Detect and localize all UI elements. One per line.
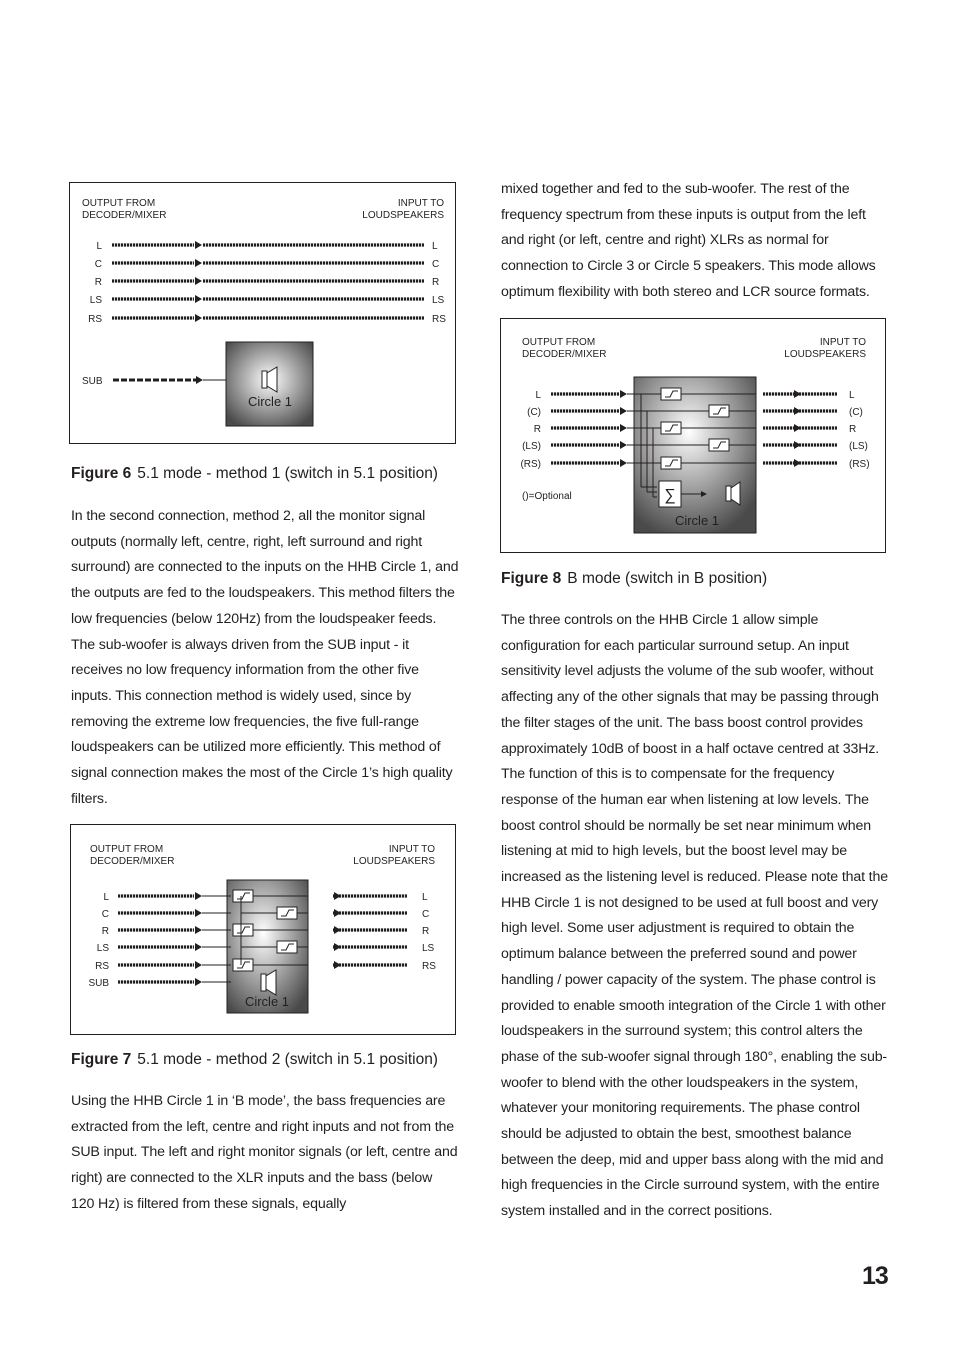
figure-8-diagram <box>500 318 886 553</box>
fig8-out-label-4: (RS) <box>849 459 870 470</box>
filter-icon <box>233 959 253 971</box>
fig8-caption-label: Figure 8 <box>501 570 562 587</box>
fig8-in-label-3: (LS) <box>522 441 541 452</box>
arrow-head <box>195 978 202 986</box>
fig6-in-label-4: RS <box>88 314 102 325</box>
left-para1-text: In the second connection, method 2, all the monitor signal outputs (normally left, centre, right, left surround and right surround) are connected to the inputs on the HHB Circle 1, and the outputs are fed to the loudspeakers. This method filters the low frequencies (below 120Hz) from the loudspeaker feeds. The sub-woofer is always driven from the SUB input - it receives no low frequency information from the other five inputs. This connection method is widely used, since by removing the extreme low frequencies, the five full-range loudspeakers can be utilized more efficiently. This method of signal connection makes the most of the Circle 1’s high quality filters. <box>71 508 459 807</box>
fig8-caption-text: B mode (switch in B position) <box>567 570 768 587</box>
fig8-in-label-4: (RS) <box>520 459 541 470</box>
filter-icon <box>661 388 681 400</box>
fig6-title-right-1: INPUT TO <box>397 198 444 209</box>
fig8-out-label-0: L <box>849 390 855 401</box>
fig6-out-label-4: RS <box>432 314 446 325</box>
arrow-head <box>195 909 202 917</box>
arrow-head <box>195 961 202 969</box>
fig7-in-label-3: LS <box>96 943 109 954</box>
arrow-head <box>794 459 801 467</box>
fig7-title-left-2: DECODER/MIXER <box>90 856 175 867</box>
fig8-out-label-3: (LS) <box>849 441 868 452</box>
fig8-in-label-2: R <box>533 424 541 435</box>
fig7-caption-text: 5.1 mode - method 2 (switch in 5.1 position) <box>137 1051 438 1068</box>
fig7-out-label-0: L <box>422 892 428 903</box>
fig7-out-label-3: LS <box>422 943 435 954</box>
figure-8-svg <box>501 319 887 554</box>
fig6-title-right-2: LOUDSPEAKERS <box>362 210 444 221</box>
left-column-para1 <box>71 504 459 812</box>
figure-7-svg <box>71 825 457 1036</box>
fig6-title-left-2: DECODER/MIXER <box>82 210 167 221</box>
figure-6-caption <box>71 464 438 484</box>
filter-icon <box>233 890 253 902</box>
figure-7-diagram <box>70 824 456 1035</box>
figure-8-caption <box>501 569 767 589</box>
filter-icon <box>277 907 297 919</box>
fig6-sub-label: SUB <box>82 376 103 387</box>
fig8-unit-label: Circle 1 <box>674 513 720 528</box>
filter-icon <box>661 422 681 434</box>
fig6-sub-arrow <box>196 376 203 384</box>
arrow-head <box>195 277 202 285</box>
filter-icon <box>277 941 297 953</box>
right-column-para1 <box>501 177 887 306</box>
arrow-head <box>620 390 627 398</box>
fig6-caption-label: Figure 6 <box>71 465 132 482</box>
right-para2-text: The three controls on the HHB Circle 1 allow simple configuration for each particular surround setup. An input sensitivity level adjusts the volume of the sub woofer, without affecting any of the other signals that may be passing through the filter stages of the unit. The bass boost control provides approximately 10dB of boost in a half octave centred at 33Hz. The function of this is to compensate for the frequency response of the human ear when listening at low levels. The boost control should be normally be set near minimum when listening at mid to high levels, but the boost level may be increased as the listening level is reduced. Please note that the HHB Circle 1 is not designed to be used at full boost and very high level. Some user adjustment is required to obtain the optimum balance between the preferred sound and power handling / power capacity of the system. The phase control is provided to enable smooth integration of the Circle 1 with other loudspeakers in the surround system; this control alters the phase of the sub-woofer signal through 180°, enabling the sub-woofer to blend with the other loudspeakers in the system, whatever your monitoring requirements. The phase control should be adjusted to obtain the best, smoothest balance between the deep, mid and upper bass along with the mid and high frequencies in the Circle surround system, with the entire system installed and in the correct positions. <box>501 612 888 1220</box>
filter-icon <box>233 924 253 936</box>
fig8-title-left-2: DECODER/MIXER <box>522 349 607 360</box>
sigma-icon: ∑ <box>664 487 676 504</box>
fig7-in-label-0: L <box>103 892 109 903</box>
filter-icon <box>661 457 681 469</box>
arrow-head <box>334 943 341 951</box>
page-number: 13 <box>862 1262 888 1290</box>
fig7-out-label-2: R <box>422 926 430 937</box>
fig8-in-label-0: L <box>535 390 541 401</box>
fig6-in-label-2: R <box>94 277 102 288</box>
arrow-head <box>195 926 202 934</box>
fig7-out-label-4: RS <box>422 961 436 972</box>
arrow-head <box>334 961 341 969</box>
fig7-title-right-2: LOUDSPEAKERS <box>353 856 435 867</box>
fig7-in-label-4: RS <box>95 961 109 972</box>
arrow-head <box>195 892 202 900</box>
arrow-head <box>620 441 627 449</box>
fig7-out-label-1: C <box>422 909 430 920</box>
filter-icon <box>709 439 729 451</box>
fig8-optional-note: ()=Optional <box>522 491 572 502</box>
arrow-head <box>620 407 627 415</box>
arrow-head <box>334 926 341 934</box>
fig6-out-label-1: C <box>432 259 440 270</box>
fig7-in-label-5: SUB <box>88 978 109 989</box>
fig7-caption-label: Figure 7 <box>71 1051 132 1068</box>
arrow-head <box>620 424 627 432</box>
fig6-in-label-0: L <box>96 241 102 252</box>
arrow-head <box>794 424 801 432</box>
figure-6-diagram <box>69 182 456 444</box>
left-para2-text: Using the HHB Circle 1 in ‘B mode’, the bass frequencies are extracted from the left, centre and right inputs and not from the SUB input. The left and right monitor signals (or left, centre and right) are connected to the XLR inputs and the bass (below 120 Hz) is filtered from these signals, equally <box>71 1093 458 1212</box>
arrow-head <box>334 892 341 900</box>
fig7-title-right-1: INPUT TO <box>388 844 435 855</box>
fig8-title-right-2: LOUDSPEAKERS <box>784 349 866 360</box>
fig7-title-left-1: OUTPUT FROM <box>90 844 164 855</box>
arrow-head <box>334 909 341 917</box>
fig7-unit-label: Circle 1 <box>244 994 290 1009</box>
fig8-out-label-1: (C) <box>849 407 863 418</box>
fig8-in-label-1: (C) <box>527 407 541 418</box>
arrow-head <box>195 241 202 249</box>
fig7-in-label-1: C <box>101 909 109 920</box>
fig7-in-label-2: R <box>101 926 109 937</box>
figure-6-svg <box>70 183 457 445</box>
fig8-out-label-2: R <box>849 424 857 435</box>
fig6-title-left-1: OUTPUT FROM <box>82 198 156 209</box>
arrow-head <box>794 390 801 398</box>
arrow-head <box>195 295 202 303</box>
fig6-in-label-3: LS <box>89 295 102 306</box>
right-column-para2 <box>501 608 889 1225</box>
arrow-head <box>794 407 801 415</box>
arrow-head <box>794 441 801 449</box>
arrow-head <box>620 459 627 467</box>
right-para1-text: mixed together and fed to the sub-woofer. The rest of the frequency spectrum from these inputs is output from the left and right (or left, centre and right) XLRs as normal for connection to Circle 3 or Circle 5 speakers. This mode allows optimum flexibility with both stereo and LCR source formats. <box>501 181 876 300</box>
left-column-para2 <box>71 1089 459 1218</box>
filter-icon <box>709 405 729 417</box>
fig8-title-right-1: INPUT TO <box>819 337 866 348</box>
arrow-head <box>195 259 202 267</box>
fig6-caption-text: 5.1 mode - method 1 (switch in 5.1 position) <box>137 465 438 482</box>
fig8-circle1-unit <box>634 377 756 533</box>
figure-7-caption <box>71 1050 438 1070</box>
arrow-head <box>195 314 202 322</box>
fig6-out-label-0: L <box>432 241 438 252</box>
arrow-head <box>195 943 202 951</box>
fig6-in-label-1: C <box>94 259 102 270</box>
fig8-title-left-1: OUTPUT FROM <box>522 337 596 348</box>
fig6-out-label-2: R <box>432 277 440 288</box>
fig6-unit-label: Circle 1 <box>247 394 293 409</box>
fig6-out-label-3: LS <box>432 295 445 306</box>
